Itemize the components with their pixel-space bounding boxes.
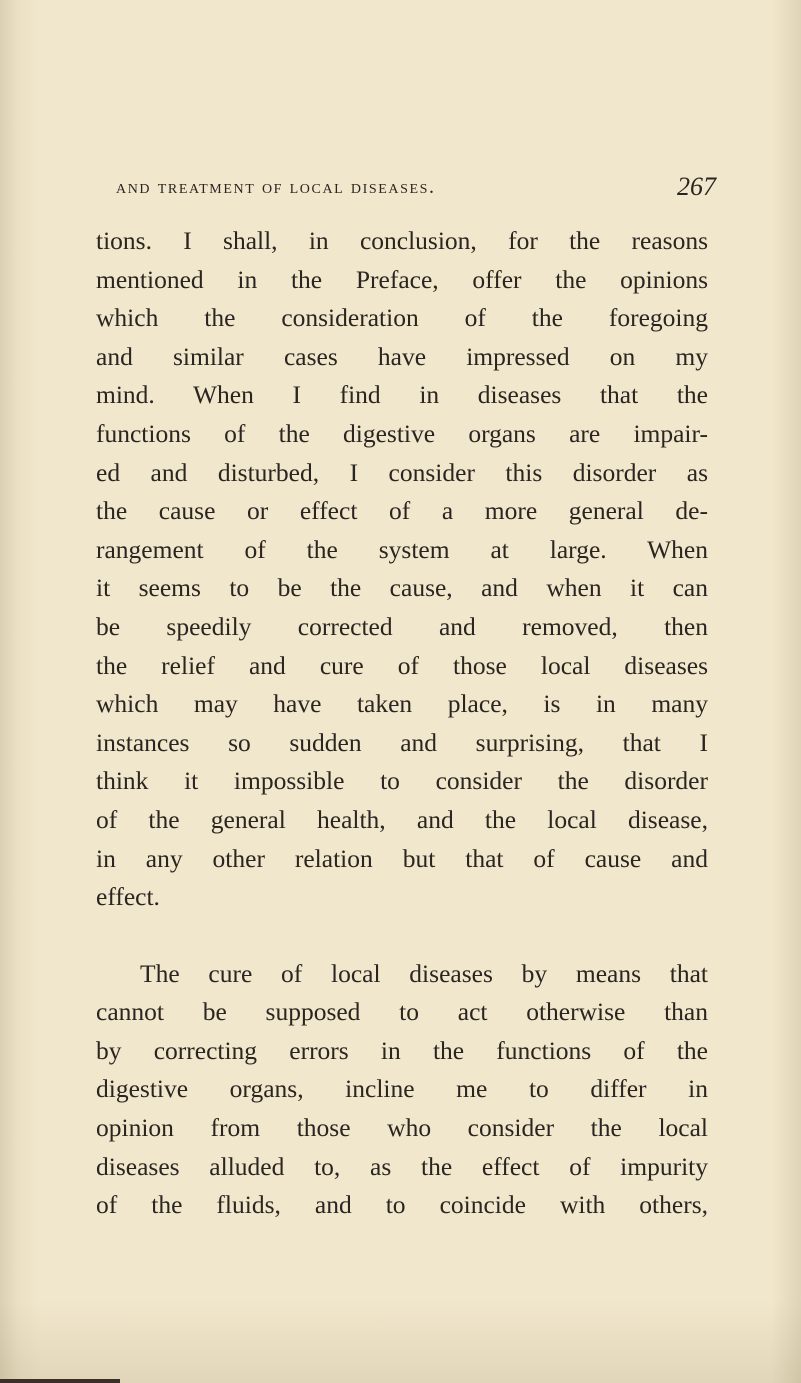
text-line: effect. [96, 882, 160, 912]
text-line: think it impossible to consider the disorder [96, 766, 708, 796]
text-line: rangement of the system at large. When [96, 534, 708, 564]
text-line: ed and disturbed, I consider this disorder as [96, 457, 708, 487]
text-line: mentioned in the Preface, offer the opinions [96, 264, 708, 294]
page-number: 267 [677, 172, 716, 201]
text-line: be speedily corrected and removed, then [96, 611, 708, 641]
text-line: The cure of local diseases by means that [140, 958, 708, 988]
running-head: and treatment of local diseases. [116, 176, 436, 198]
text-line: digestive organs, incline me to differ in [96, 1074, 708, 1104]
bottom-edge-rule [0, 1379, 120, 1383]
paragraph-2 [96, 955, 708, 1225]
text-line: which the consideration of the foregoing [96, 303, 708, 333]
text-line: by correcting errors in the functions of the [96, 1035, 708, 1065]
body-text [96, 222, 708, 1225]
text-line: functions of the digestive organs are impair- [96, 418, 708, 448]
text-line: tions. I shall, in conclusion, for the reasons [96, 226, 708, 255]
text-line: the relief and cure of those local diseases [96, 650, 708, 680]
text-line: in any other relation but that of cause and [96, 843, 708, 873]
paragraph-gap [96, 917, 708, 955]
text-line: instances so sudden and surprising, that I [96, 727, 708, 757]
text-line: of the general health, and the local disease, [96, 804, 708, 834]
text-line: it seems to be the cause, and when it can [96, 573, 708, 603]
text-line: the cause or effect of a more general de- [96, 496, 708, 526]
text-line: of the fluids, and to coincide with others, [96, 1190, 708, 1220]
text-line: cannot be supposed to act otherwise than [96, 997, 708, 1027]
paragraph-1 [96, 222, 708, 917]
text-line: and similar cases have impressed on my [96, 341, 708, 371]
text-line: which may have taken place, is in many [96, 689, 708, 719]
text-line: opinion from those who consider the local [96, 1113, 708, 1143]
page-header [116, 172, 716, 208]
text-line: diseases alluded to, as the effect of impurity [96, 1151, 708, 1181]
text-line: mind. When I find in diseases that the [96, 380, 708, 410]
